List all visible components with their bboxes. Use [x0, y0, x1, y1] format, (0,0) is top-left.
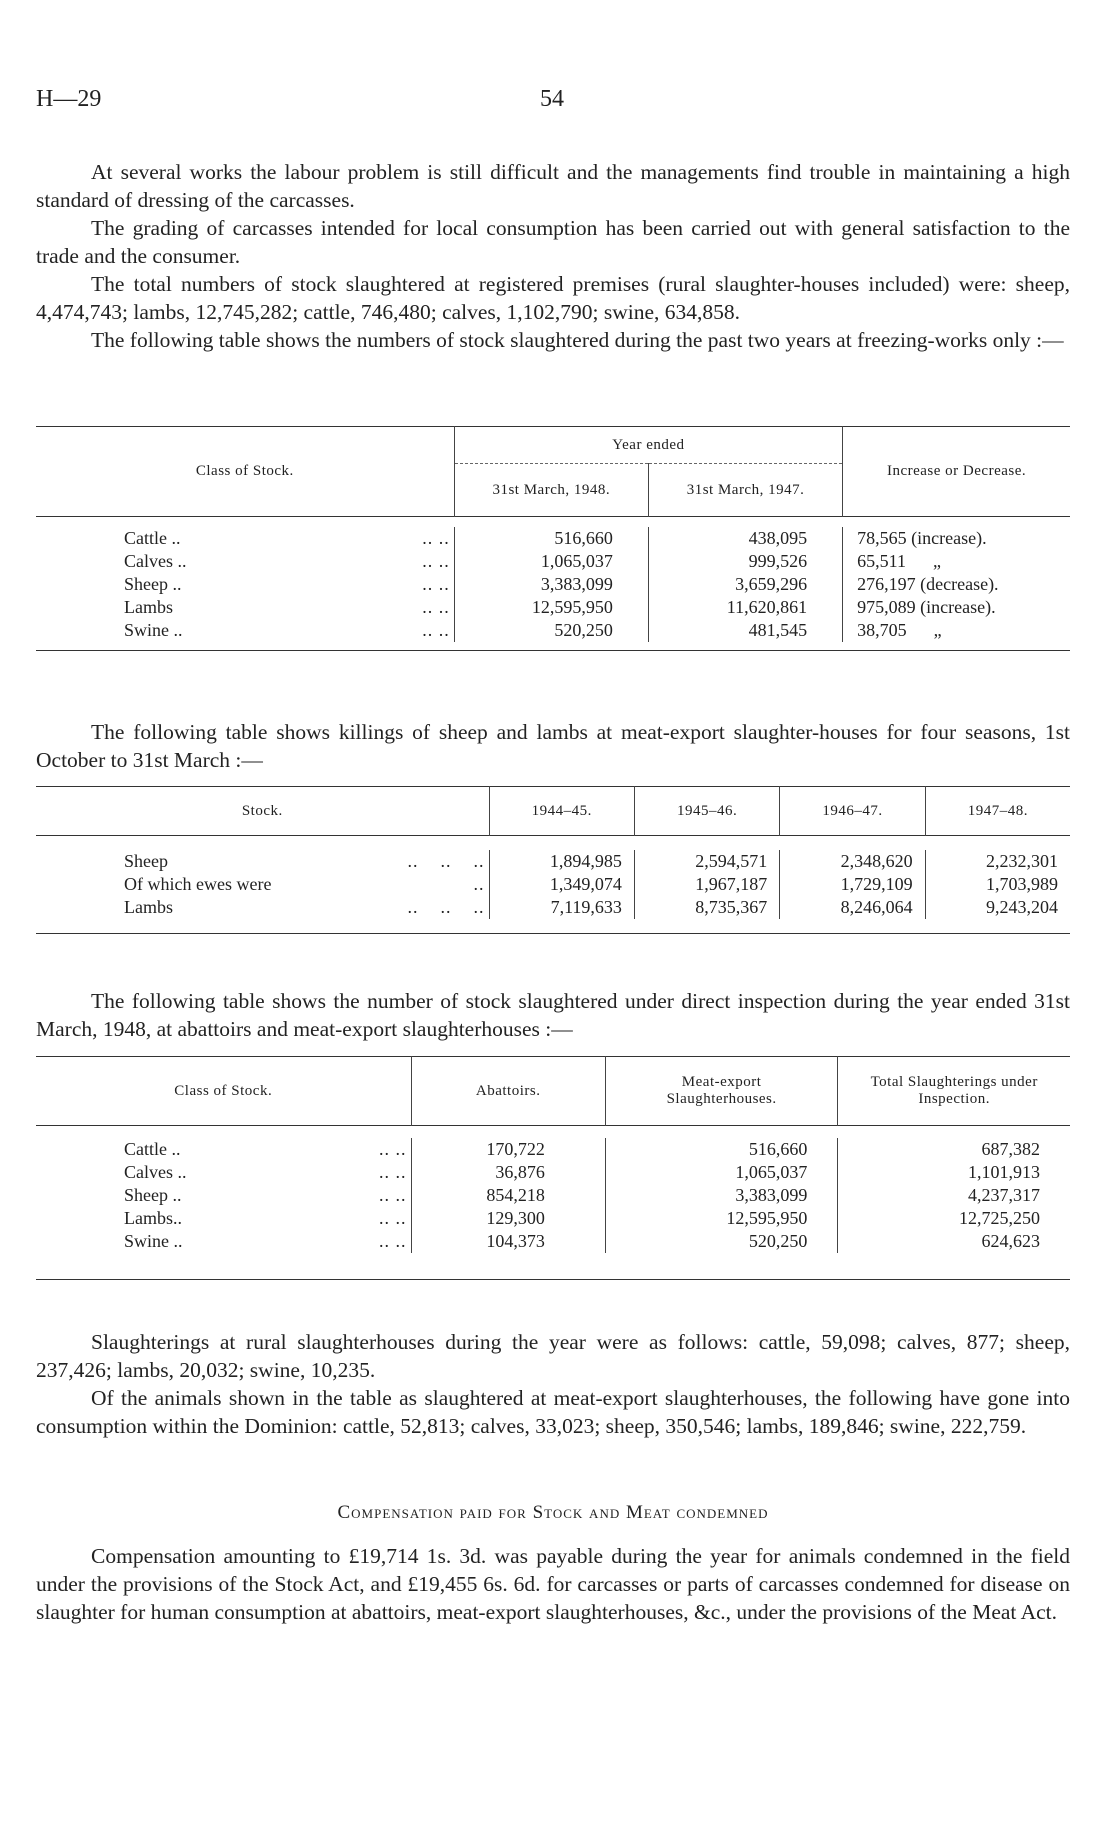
- row-label-cell: [36, 527, 454, 550]
- paragraph-labour: At several works the labour problem is still difficult and the managements find trouble in maintaining a high standard of dressing of the carcasses.: [36, 160, 1070, 212]
- row-label-cell: [36, 573, 454, 596]
- cell-change: 276,197 (decrease).: [843, 573, 1070, 596]
- col-1944-45: 1944–45.: [489, 787, 634, 836]
- cell-change: 65,511 „: [843, 550, 1070, 573]
- cell-abattoirs: 104,373: [411, 1230, 605, 1253]
- cell-abattoirs: 129,300: [411, 1207, 605, 1230]
- paragraph-table1-intro: The following table shows the numbers of stock slaughtered during the past two years at freezing-works only :—: [91, 328, 1064, 352]
- table-row: [36, 596, 1070, 619]
- paragraph-table3-intro: The following table shows the number of stock slaughtered under direct inspection during the year ended 31st March, 1948, at abattoirs and meat-export slaughterhouses :—: [36, 989, 1070, 1041]
- row-class-label: Swine ..: [124, 1231, 183, 1251]
- row-stock-label: Sheep: [124, 851, 168, 871]
- row-stock-label: Lambs: [124, 897, 173, 917]
- cell-meat-export: 520,250: [605, 1230, 838, 1253]
- col-total-inspected: Total Slaughterings under Inspection.: [838, 1057, 1070, 1126]
- row-class-label: Lambs: [124, 597, 173, 617]
- cell-total: 624,623: [838, 1230, 1070, 1253]
- paragraph-totals: The total numbers of stock slaughtered at registered premises (rural slaughter-houses included) were: sheep, 4,474,743; lambs, 12,745,282; cattle, 746,480; calves, 1,102,790; swine, 634,858.: [36, 272, 1070, 324]
- row-leader-dots: ..: [473, 874, 485, 894]
- cell-season-value: 7,119,633: [489, 896, 634, 919]
- cell-season-value: 9,243,204: [925, 896, 1070, 919]
- row-leader-dots: .. ..: [379, 1185, 407, 1205]
- row-label-cell: [36, 1138, 411, 1161]
- table-row: [36, 573, 1070, 596]
- table-row: [36, 550, 1070, 573]
- col-stock: Stock.: [241, 802, 283, 819]
- cell-change: 975,089 (increase).: [843, 596, 1070, 619]
- col-meat-export: Meat-export Slaughterhouses.: [605, 1057, 838, 1126]
- cell-1947: 11,620,861: [648, 596, 842, 619]
- row-leader-dots: .. ..: [422, 528, 450, 548]
- table-row: [36, 1230, 1070, 1253]
- col-1948: 31st March, 1948.: [454, 464, 648, 517]
- table-row: [36, 1184, 1070, 1207]
- cell-meat-export: 1,065,037: [605, 1161, 838, 1184]
- row-stock-label: Of which ewes were: [124, 874, 272, 894]
- cell-1948: 520,250: [454, 619, 648, 642]
- table-row: [36, 1207, 1070, 1230]
- cell-season-value: 1,729,109: [780, 873, 925, 896]
- cell-season-value: 8,735,367: [634, 896, 779, 919]
- cell-1948: 516,660: [454, 527, 648, 550]
- cell-1947: 481,545: [648, 619, 842, 642]
- page-number: 54: [540, 86, 564, 112]
- col-1945-46: 1945–46.: [634, 787, 779, 836]
- row-class-label: Cattle ..: [124, 1139, 181, 1159]
- cell-change: 38,705 „: [843, 619, 1070, 642]
- cell-1948: 12,595,950: [454, 596, 648, 619]
- table-meat-export-killings: [36, 786, 1070, 934]
- cell-season-value: 1,894,985: [489, 850, 634, 873]
- row-class-label: Calves ..: [124, 1162, 187, 1182]
- row-label-cell: [36, 873, 489, 896]
- table-row: [36, 619, 1070, 642]
- row-label-cell: [36, 596, 454, 619]
- cell-1948: 1,065,037: [454, 550, 648, 573]
- cell-1947: 3,659,296: [648, 573, 842, 596]
- cell-season-value: 1,703,989: [925, 873, 1070, 896]
- table-row: [36, 873, 1070, 896]
- paragraph-rural: Slaughterings at rural slaughterhouses during the year were as follows: cattle, 59,098; calves, 877; sheep, 237,426; lambs, 20,032; swine, 10,235.: [36, 1330, 1070, 1382]
- cell-season-value: 2,348,620: [780, 850, 925, 873]
- cell-meat-export: 3,383,099: [605, 1184, 838, 1207]
- cell-abattoirs: 854,218: [411, 1184, 605, 1207]
- intro-paragraphs: [36, 158, 1070, 354]
- paragraph-table2-intro: The following table shows killings of sheep and lambs at meat-export slaughter-houses for four seasons, 1st October to 31st March :—: [36, 720, 1070, 772]
- cell-season-value: 8,246,064: [780, 896, 925, 919]
- row-leader-dots: .. ..: [422, 597, 450, 617]
- cell-season-value: 1,349,074: [489, 873, 634, 896]
- row-class-label: Calves ..: [124, 551, 187, 571]
- row-leader-dots: .. .. ..: [407, 851, 485, 871]
- cell-abattoirs: 36,876: [411, 1161, 605, 1184]
- table-row: [36, 896, 1070, 919]
- row-leader-dots: .. ..: [422, 551, 450, 571]
- row-label-cell: [36, 850, 489, 873]
- row-leader-dots: .. ..: [379, 1231, 407, 1251]
- cell-season-value: 2,232,301: [925, 850, 1070, 873]
- col-class-of-stock-3: Class of Stock.: [174, 1082, 273, 1099]
- col-year-ended: Year ended: [454, 427, 842, 464]
- cell-1948: 3,383,099: [454, 573, 648, 596]
- row-class-label: Lambs..: [124, 1208, 182, 1228]
- row-class-label: Sheep ..: [124, 574, 182, 594]
- row-leader-dots: .. ..: [379, 1139, 407, 1159]
- row-leader-dots: .. ..: [379, 1208, 407, 1228]
- table-row: [36, 850, 1070, 873]
- row-label-cell: [36, 550, 454, 573]
- cell-abattoirs: 170,722: [411, 1138, 605, 1161]
- page-code: H—29: [36, 86, 102, 112]
- table-row: [36, 527, 1070, 550]
- cell-season-value: 2,594,571: [634, 850, 779, 873]
- row-leader-dots: .. ..: [379, 1162, 407, 1182]
- cell-meat-export: 516,660: [605, 1138, 838, 1161]
- paragraph-consumption: Of the animals shown in the table as slaughtered at meat-export slaughterhouses, the following have gone into consumption within the Dominion: cattle, 52,813; calves, 33,023; sheep, 350,546; lambs, 189,846; swine, 222,759.: [36, 1386, 1070, 1438]
- row-class-label: Sheep ..: [124, 1185, 182, 1205]
- row-class-label: Cattle ..: [124, 528, 181, 548]
- cell-total: 4,237,317: [838, 1184, 1070, 1207]
- section-heading-compensation: Compensation paid for Stock and Meat condemned: [337, 1502, 769, 1523]
- row-class-label: Swine ..: [124, 620, 183, 640]
- cell-meat-export: 12,595,950: [605, 1207, 838, 1230]
- col-1947-48: 1947–48.: [925, 787, 1070, 836]
- table-freezing-works: [36, 426, 1070, 651]
- col-class-of-stock: Class of Stock.: [195, 463, 294, 479]
- cell-change: 78,565 (increase).: [843, 527, 1070, 550]
- col-1947: 31st March, 1947.: [648, 464, 842, 517]
- row-leader-dots: .. ..: [422, 574, 450, 594]
- paragraph-compensation: Compensation amounting to £19,714 1s. 3d. was payable during the year for animals condemned in the field under the provisions of the Stock Act, and £19,455 6s. 6d. for carcasses or parts of carcasses condemned for disease on slaughter for human consumption at abattoirs, meat-export slaughterhouses, &c., under the provisions of the Meat Act.: [36, 1544, 1070, 1624]
- table-direct-inspection: [36, 1056, 1070, 1280]
- cell-total: 1,101,913: [838, 1161, 1070, 1184]
- col-abattoirs: Abattoirs.: [411, 1057, 605, 1126]
- row-label-cell: [36, 619, 454, 642]
- row-label-cell: [36, 1184, 411, 1207]
- cell-total: 687,382: [838, 1138, 1070, 1161]
- col-increase-decrease: Increase or Decrease.: [843, 427, 1070, 517]
- row-leader-dots: .. .. ..: [407, 897, 485, 917]
- cell-total: 12,725,250: [838, 1207, 1070, 1230]
- row-label-cell: [36, 1230, 411, 1253]
- cell-1947: 438,095: [648, 527, 842, 550]
- table-row: [36, 1161, 1070, 1184]
- row-label-cell: [36, 896, 489, 919]
- row-leader-dots: .. ..: [422, 620, 450, 640]
- col-1946-47: 1946–47.: [780, 787, 925, 836]
- table-row: [36, 1138, 1070, 1161]
- cell-season-value: 1,967,187: [634, 873, 779, 896]
- paragraph-grading: The grading of carcasses intended for local consumption has been carried out with general satisfaction to the trade and the consumer.: [36, 216, 1070, 268]
- row-label-cell: [36, 1161, 411, 1184]
- row-label-cell: [36, 1207, 411, 1230]
- cell-1947: 999,526: [648, 550, 842, 573]
